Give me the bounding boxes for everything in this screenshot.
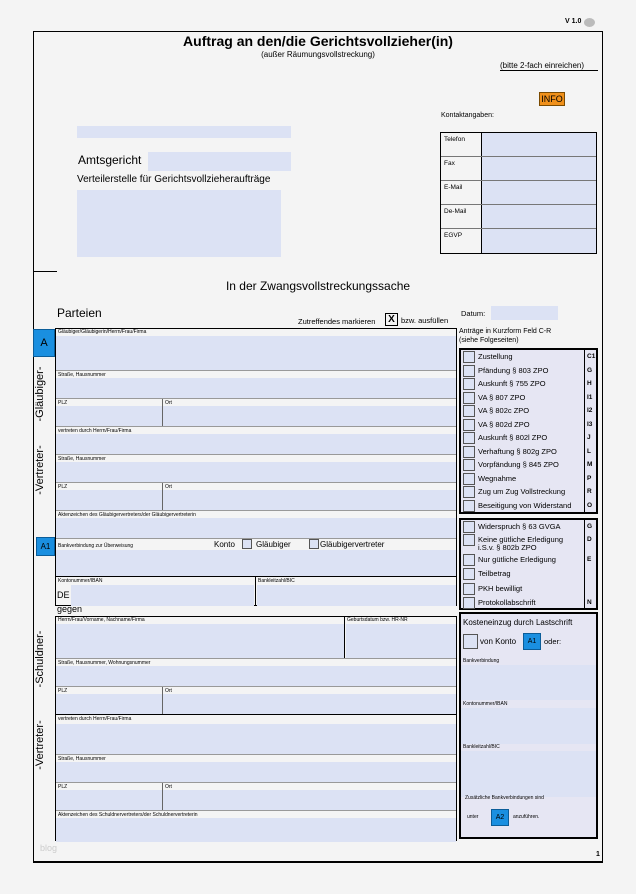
antrag-code: I3 — [587, 420, 593, 428]
contact-label: Telefon — [444, 136, 465, 143]
antrag-checkbox[interactable] — [463, 365, 475, 377]
schuldner-rep-street-field[interactable] — [56, 762, 456, 782]
glaeubiger-box — [55, 328, 457, 606]
field-label: Straße, Hausnummer — [58, 456, 106, 462]
field-label: Ort — [165, 784, 172, 790]
antrag-checkbox[interactable] — [463, 419, 475, 431]
glaeubiger-checkbox[interactable] — [242, 539, 252, 549]
page-number: 1 — [596, 851, 600, 858]
contact-table — [440, 132, 597, 254]
schuldner-rep-plz-ort-field[interactable] — [56, 790, 456, 810]
antrag-code: P — [587, 474, 592, 482]
antrag-code: C1 — [587, 353, 596, 360]
glaeubiger-name-field[interactable] — [56, 336, 456, 370]
glaeubiger-plz-ort-field[interactable] — [56, 406, 456, 426]
antraege-group-1 — [459, 348, 598, 514]
amtsgericht-label: Amtsgericht — [78, 153, 142, 167]
field-label: Herrn/Frau/Vorname, Nachname/Firma — [58, 617, 145, 623]
field-label: Bankverbindung — [463, 658, 500, 664]
antraege-group-2 — [459, 518, 598, 610]
schuldner-rep-az-field[interactable] — [56, 818, 456, 842]
field-label: vertreten durch Herrn/Frau/Firma — [58, 716, 132, 722]
field-label: PLZ — [58, 784, 68, 790]
contact-label: E-Mail — [444, 184, 463, 191]
antrag-checkbox[interactable] — [463, 405, 475, 417]
antrag-label: Vorpfändung § 845 ZPO — [478, 460, 559, 469]
oder-label: oder: — [544, 637, 562, 646]
field-label: vertreten durch Herrn/Frau/Firma — [58, 428, 132, 434]
antrag-code: J — [587, 434, 591, 441]
antrag-label: Zustellung — [478, 352, 513, 361]
vertreter-side-label: -Vertreter- — [34, 720, 46, 770]
lastschrift-iban-field[interactable] — [461, 708, 596, 744]
date-label: Datum: — [461, 309, 486, 318]
antrag-code: I2 — [587, 407, 593, 414]
contact-label: EGVP — [444, 232, 463, 239]
antrag-code: G — [587, 523, 593, 530]
field-label: Aktenzeichen des Gläubigervertreters/der Gläubigervertreterin — [58, 512, 196, 518]
lastschrift-bic-field[interactable] — [461, 751, 596, 797]
schuldner-street-field[interactable] — [56, 666, 456, 686]
antrag-label: Zug um Zug Vollstreckung — [478, 487, 566, 496]
antrag-checkbox[interactable] — [463, 568, 475, 580]
field-label: Straße, Hausnummer — [58, 372, 106, 378]
version-label: V 1.0 — [565, 18, 582, 25]
glaeubiger-rep-street-field[interactable] — [56, 462, 456, 482]
field-label: PLZ — [58, 484, 68, 490]
antrag-label: VA § 802d ZPO — [478, 419, 530, 429]
egvp-field[interactable] — [481, 229, 596, 253]
antrag-checkbox[interactable] — [463, 486, 475, 498]
von-konto-label: von Konto — [480, 637, 517, 646]
field-label: Geburtsdatum bzw. HR-NR — [347, 617, 408, 623]
iban-prefix: DE — [57, 590, 70, 600]
divider — [33, 271, 57, 272]
schuldner-rep-field[interactable] — [56, 724, 456, 754]
iban-field[interactable] — [71, 585, 254, 606]
contact-label: Fax — [444, 160, 455, 167]
field-label: Straße, Hausnummer, Wohnungsnummer — [58, 660, 151, 666]
schuldner-birth-field[interactable] — [346, 624, 456, 658]
antrag-label: Auskunft § 802l ZPO — [478, 433, 548, 442]
antrag-code: R — [587, 488, 592, 495]
lastschrift-heading: Kosteneinzug durch Lastschrift — [463, 618, 573, 627]
vertreter-side-label: -Vertreter- — [34, 445, 46, 495]
field-label: Straße, Hausnummer — [58, 756, 106, 762]
parteien-heading: Parteien — [57, 306, 102, 320]
antrag-checkbox[interactable] — [463, 378, 475, 390]
bank-field[interactable] — [56, 550, 456, 576]
glaeubiger-rep-plz-ort-field[interactable] — [56, 490, 456, 510]
print-icon[interactable] — [584, 18, 595, 27]
glaeubiger-rep-field[interactable] — [56, 434, 456, 454]
antrag-checkbox[interactable] — [463, 500, 475, 512]
antrag-checkbox[interactable] — [463, 459, 475, 471]
amtsgericht-field[interactable] — [148, 152, 291, 171]
antrag-code: H — [587, 380, 592, 387]
antrag-label: PKH bewilligt — [478, 584, 523, 593]
watermark: blog — [40, 843, 58, 853]
section-a1-badge: A1 — [36, 537, 55, 556]
glaeubiger-side-label: -Gläubiger- — [34, 366, 46, 422]
glaeubiger-street-field[interactable] — [56, 378, 456, 398]
mark-hint: Zutreffendes markieren — [298, 317, 376, 326]
glaeubigervertreter-checkbox[interactable] — [309, 539, 319, 549]
telefon-field[interactable] — [481, 133, 596, 156]
mark-example-checkbox: X — [385, 313, 398, 326]
court-address-field[interactable] — [77, 190, 281, 257]
field-label: Bankleitzahl/BIC — [258, 578, 295, 584]
antrag-code: L — [587, 447, 591, 455]
antrag-checkbox[interactable] — [463, 597, 475, 609]
antrag-code: E — [587, 556, 592, 563]
antrag-checkbox[interactable] — [463, 392, 475, 404]
antrag-label: Beseitigung von Widerstand — [478, 500, 572, 510]
a2-badge: A2 — [491, 809, 509, 826]
submit-note: (bitte 2-fach einreichen) — [500, 61, 598, 71]
antraege-heading-line: Anträge in Kurzform Feld C-R — [459, 328, 552, 335]
bic-field[interactable] — [257, 585, 456, 606]
info-button[interactable]: INFO — [539, 92, 565, 106]
verteilerstelle-label: Verteilerstelle für Gerichtsvollzieheraufträge — [77, 174, 271, 185]
lastschrift-bank-field[interactable] — [461, 665, 596, 700]
glaeubigervertreter-option-label: Gläubigervertreter — [320, 540, 385, 549]
field-label: PLZ — [58, 400, 68, 406]
antrag-checkbox[interactable] — [463, 534, 475, 546]
antrag-checkbox[interactable] — [463, 351, 475, 363]
antrag-code: M — [587, 461, 593, 468]
antrag-label: Verhaftung § 802g ZPO — [478, 446, 557, 456]
extra-note: Zusätzliche Bankverbindungen sind — [465, 795, 544, 801]
antrag-checkbox[interactable] — [463, 583, 475, 595]
fax-field[interactable] — [481, 157, 596, 180]
antrag-code: D — [587, 536, 592, 543]
a1-badge: A1 — [523, 633, 541, 650]
schuldner-box — [55, 616, 457, 841]
email-field[interactable] — [481, 181, 596, 204]
antrag-checkbox[interactable] — [463, 432, 475, 444]
field-label: Aktenzeichen des Schuldnervertreters/der Schuldnervertreterin — [58, 812, 198, 818]
antrag-checkbox[interactable] — [463, 554, 475, 566]
field-label: Ort — [165, 484, 172, 490]
antrag-label: Widerspruch § 63 GVGA — [478, 522, 561, 531]
field-label: Ort — [165, 688, 172, 694]
field-label: Kontonummer/IBAN — [463, 701, 508, 707]
antrag-code: N — [587, 599, 592, 606]
antrag-label-2: i.S.v. § 802b ZPO — [478, 543, 537, 552]
date-field[interactable] — [491, 306, 558, 320]
extra-pre: unter — [467, 814, 479, 820]
fill-hint: bzw. ausfüllen — [401, 316, 449, 325]
field-label: Bankleitzahl/BIC — [463, 744, 500, 750]
glaeubiger-option-label: Gläubiger — [256, 540, 291, 549]
form-subtitle: (außer Räumungsvollstreckung) — [261, 50, 375, 59]
schuldner-plz-ort-field[interactable] — [56, 694, 456, 714]
field-label: Ort — [165, 400, 172, 406]
antrag-checkbox[interactable] — [463, 446, 475, 458]
lastschrift-box — [459, 612, 598, 839]
form-title: Auftrag an den/die Gerichtsvollzieher(in) — [183, 33, 453, 49]
antraege-heading — [459, 327, 551, 345]
schuldner-name-field[interactable] — [56, 624, 344, 658]
antrag-label: Auskunft § 755 ZPO — [478, 379, 546, 388]
case-heading: In der Zwangsvollstreckungssache — [225, 279, 411, 293]
field-label: Bankverbindung zur Überweisung — [58, 543, 134, 549]
antrag-label: VA § 807 ZPO — [478, 392, 526, 402]
antraege-heading-line: (siehe Folgeseiten) — [459, 337, 519, 344]
section-a-badge: A — [33, 329, 55, 357]
antrag-label: Teilbetrag — [478, 569, 511, 578]
field-label: Kontonummer/IBAN — [58, 578, 103, 584]
extra-post: anzuführen. — [513, 814, 540, 820]
field-label: PLZ — [58, 688, 68, 694]
contact-heading: Kontaktangaben: — [441, 112, 494, 119]
antrag-label: Nur gütliche Erledigung — [478, 555, 556, 564]
demail-field[interactable] — [481, 205, 596, 228]
von-konto-checkbox[interactable] — [463, 634, 478, 649]
konto-label: Konto — [214, 540, 235, 549]
sender-field[interactable] — [77, 126, 291, 138]
schuldner-side-label: -Schuldner- — [34, 630, 46, 688]
antrag-label: Wegnahme — [478, 473, 517, 483]
contact-label: De-Mail — [444, 208, 467, 215]
antrag-checkbox[interactable] — [463, 473, 475, 485]
antrag-code: G — [587, 366, 593, 374]
antrag-code: O — [587, 501, 593, 509]
antrag-checkbox[interactable] — [463, 521, 475, 533]
glaeubiger-rep-az-field[interactable] — [56, 518, 456, 538]
antrag-label: VA § 802c ZPO — [478, 406, 530, 415]
antrag-label: Keine gütliche Erledigung — [478, 535, 564, 544]
field-label: Gläubiger/Gläubigerin/Herrn/Frau/Firma — [58, 329, 147, 335]
antrag-label: Pfändung § 803 ZPO — [478, 365, 549, 375]
antrag-code: I1 — [587, 393, 593, 401]
gegen-label: gegen — [57, 604, 83, 614]
antrag-label: Protokollabschrift — [478, 598, 536, 607]
